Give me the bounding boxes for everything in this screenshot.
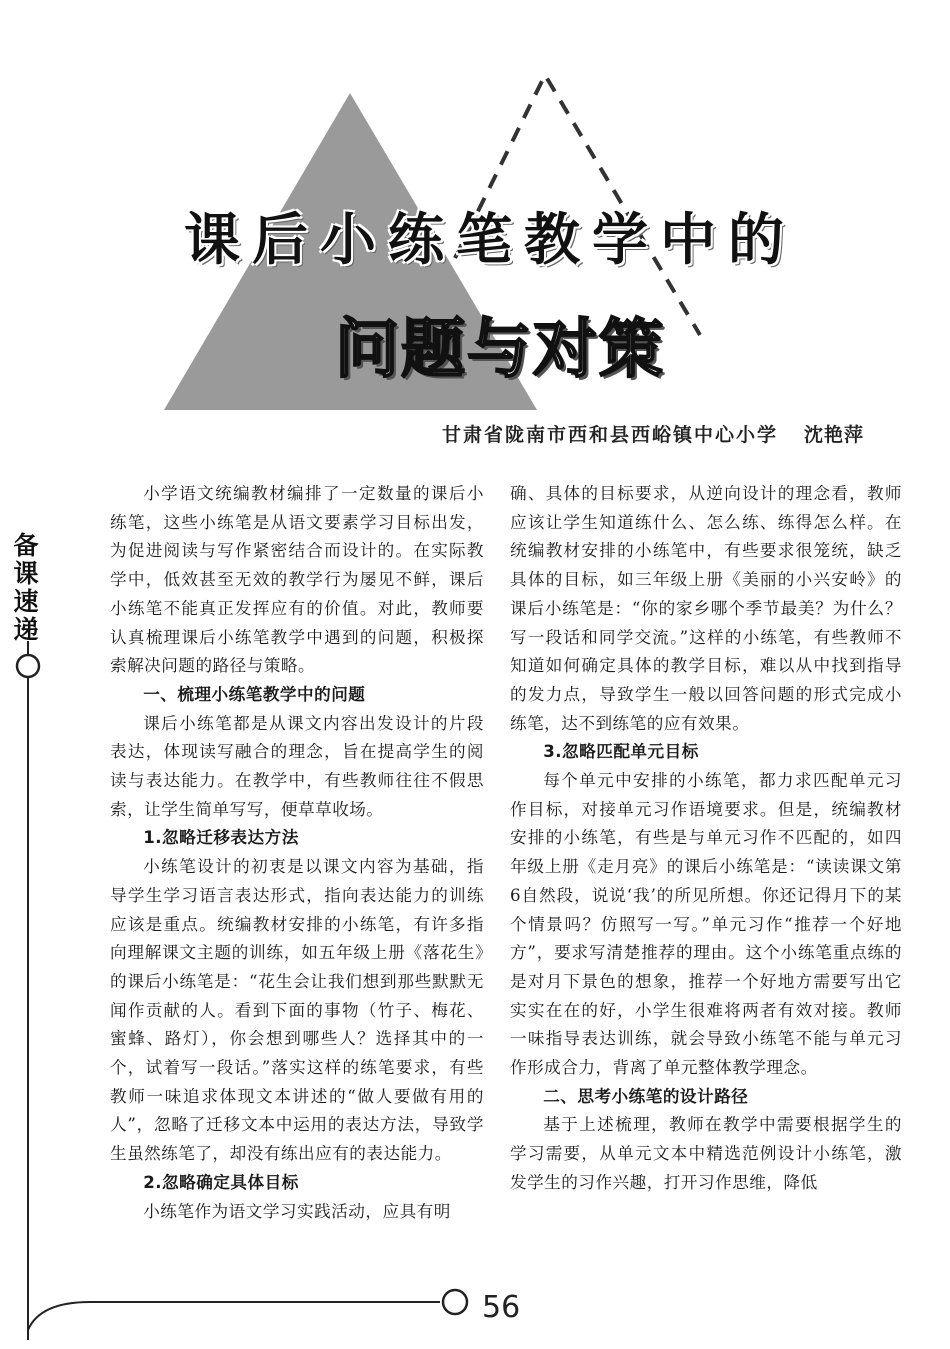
paragraph: 课后小练笔都是从课文内容出发设计的片段表达，体现读写融合的理念，旨在提高学生的阅读与表达能力。在教学中，有些教师往往不假思索，让学生简单写写，便草草收场。 bbox=[110, 713, 484, 819]
paragraph: 小学语文统编教材编排了一定数量的课后小练笔，这些小练笔是从语文要素学习目标出发，为促进阅读与写作紧密结合而设计的。在实际教学中，低效甚至无效的教学行为屡见不鲜，课后小练笔不能真正发挥应有的价值。对此，教师要认真梳理课后小练笔教学中遇到的问题，积极探索解决问题的路径与策略。 bbox=[110, 484, 484, 676]
section-heading: 二、思考小练笔的设计路径 bbox=[543, 1086, 749, 1106]
right-column bbox=[510, 480, 902, 1198]
page-number: 56 bbox=[482, 1290, 521, 1325]
paragraph: 小练笔设计的初衷是以课文内容为基础，指导学生学习语言表达形式，指向表达能力的训练应该是重点。统编教材安排的小练笔，有许多指向理解课文主题的训练，如五年级上册《落花生》的课后小练笔是：“花生会让我们想到那些默默无闻作贡献的人。看到下面的事物（竹子、梅花、蜜蜂、路灯），你会想到哪些人？选择其中的一个，试着写一段话。”落实这样的练笔要求，有些教师一味追求体现文本讲述的“做人要做有用的人”，忽略了迁移文本中运用的表达方法，导致学生虽然练笔了，却没有练出应有的表达能力。 bbox=[110, 857, 484, 1164]
subsection-heading: 1.忽略迁移表达方法 bbox=[143, 828, 299, 848]
article-title-line2: 问题与对策 bbox=[335, 313, 665, 387]
paragraph: 小练笔作为语文学习实践活动，应具有明 bbox=[143, 1201, 451, 1221]
paragraph-continued: 确、具体的目标要求，从逆向设计的理念看，教师应该让学生知道练什么、怎么练、练得怎么样。在统编教材安排的小练笔中，有些要求很笼统，缺乏具体的目标，如三年级上册《美丽的小兴安岭》的课后小练笔是：“你的家乡哪个季节最美？为什么？写一段话和同学交流。”这样的小练笔，有些教师不知道如何确定具体的教学目标，难以从中找到指导的发力点，导致学生一般以回答问题的形式完成小练笔，达不到练笔的应有效果。 bbox=[510, 484, 902, 733]
author-name: 沈艳萍 bbox=[803, 424, 864, 446]
paragraph: 基于上述梳理，教师在教学中需要根据学生的学习需要，从单元文本中精选范例设计小练笔，激发学生的习作兴趣，打开习作思维，降低 bbox=[510, 1115, 902, 1192]
side-circle-marker bbox=[17, 655, 39, 677]
left-column bbox=[110, 480, 484, 1226]
side-tab-char: 递 bbox=[13, 615, 39, 644]
section-side-tab bbox=[8, 532, 44, 644]
article-title-line1: 课后小练笔教学中的 bbox=[184, 208, 796, 273]
side-tab-char: 速 bbox=[13, 587, 39, 616]
section-heading: 一、梳理小练笔教学中的问题 bbox=[143, 684, 366, 704]
subsection-heading: 2.忽略确定具体目标 bbox=[143, 1172, 299, 1192]
side-tab-char: 备 bbox=[13, 531, 39, 560]
author-affiliation: 甘肃省陇南市西和县西峪镇中心小学 bbox=[441, 424, 778, 446]
paragraph: 每个单元中安排的小练笔，都力求匹配单元习作目标，对接单元习作语境要求。但是，统编教材安排的小练笔，有些是与单元习作不匹配的，如四年级上册《走月亮》的课后小练笔是：“读读课文第6自然段，说说‘我’的所见所想。你还记得月下的某个情景吗？仿照写一写。”单元习作“推荐一个好地方”，要求写清楚推荐的理由。这个小练笔重点练的是对月下景色的想象，推荐一个好地方需要写出它实实在在的好，小学生很难将两者有效对接。教师一味指导表达训练，就会导致小练笔不能与单元习作形成合力，背离了单元整体教学理念。 bbox=[510, 771, 902, 1078]
side-tab-char: 课 bbox=[13, 559, 39, 588]
footer-circle-marker bbox=[443, 1290, 467, 1314]
author-line bbox=[442, 420, 864, 447]
footer-curve-rule bbox=[28, 1290, 440, 1340]
subsection-heading: 3.忽略匹配单元目标 bbox=[543, 742, 699, 762]
